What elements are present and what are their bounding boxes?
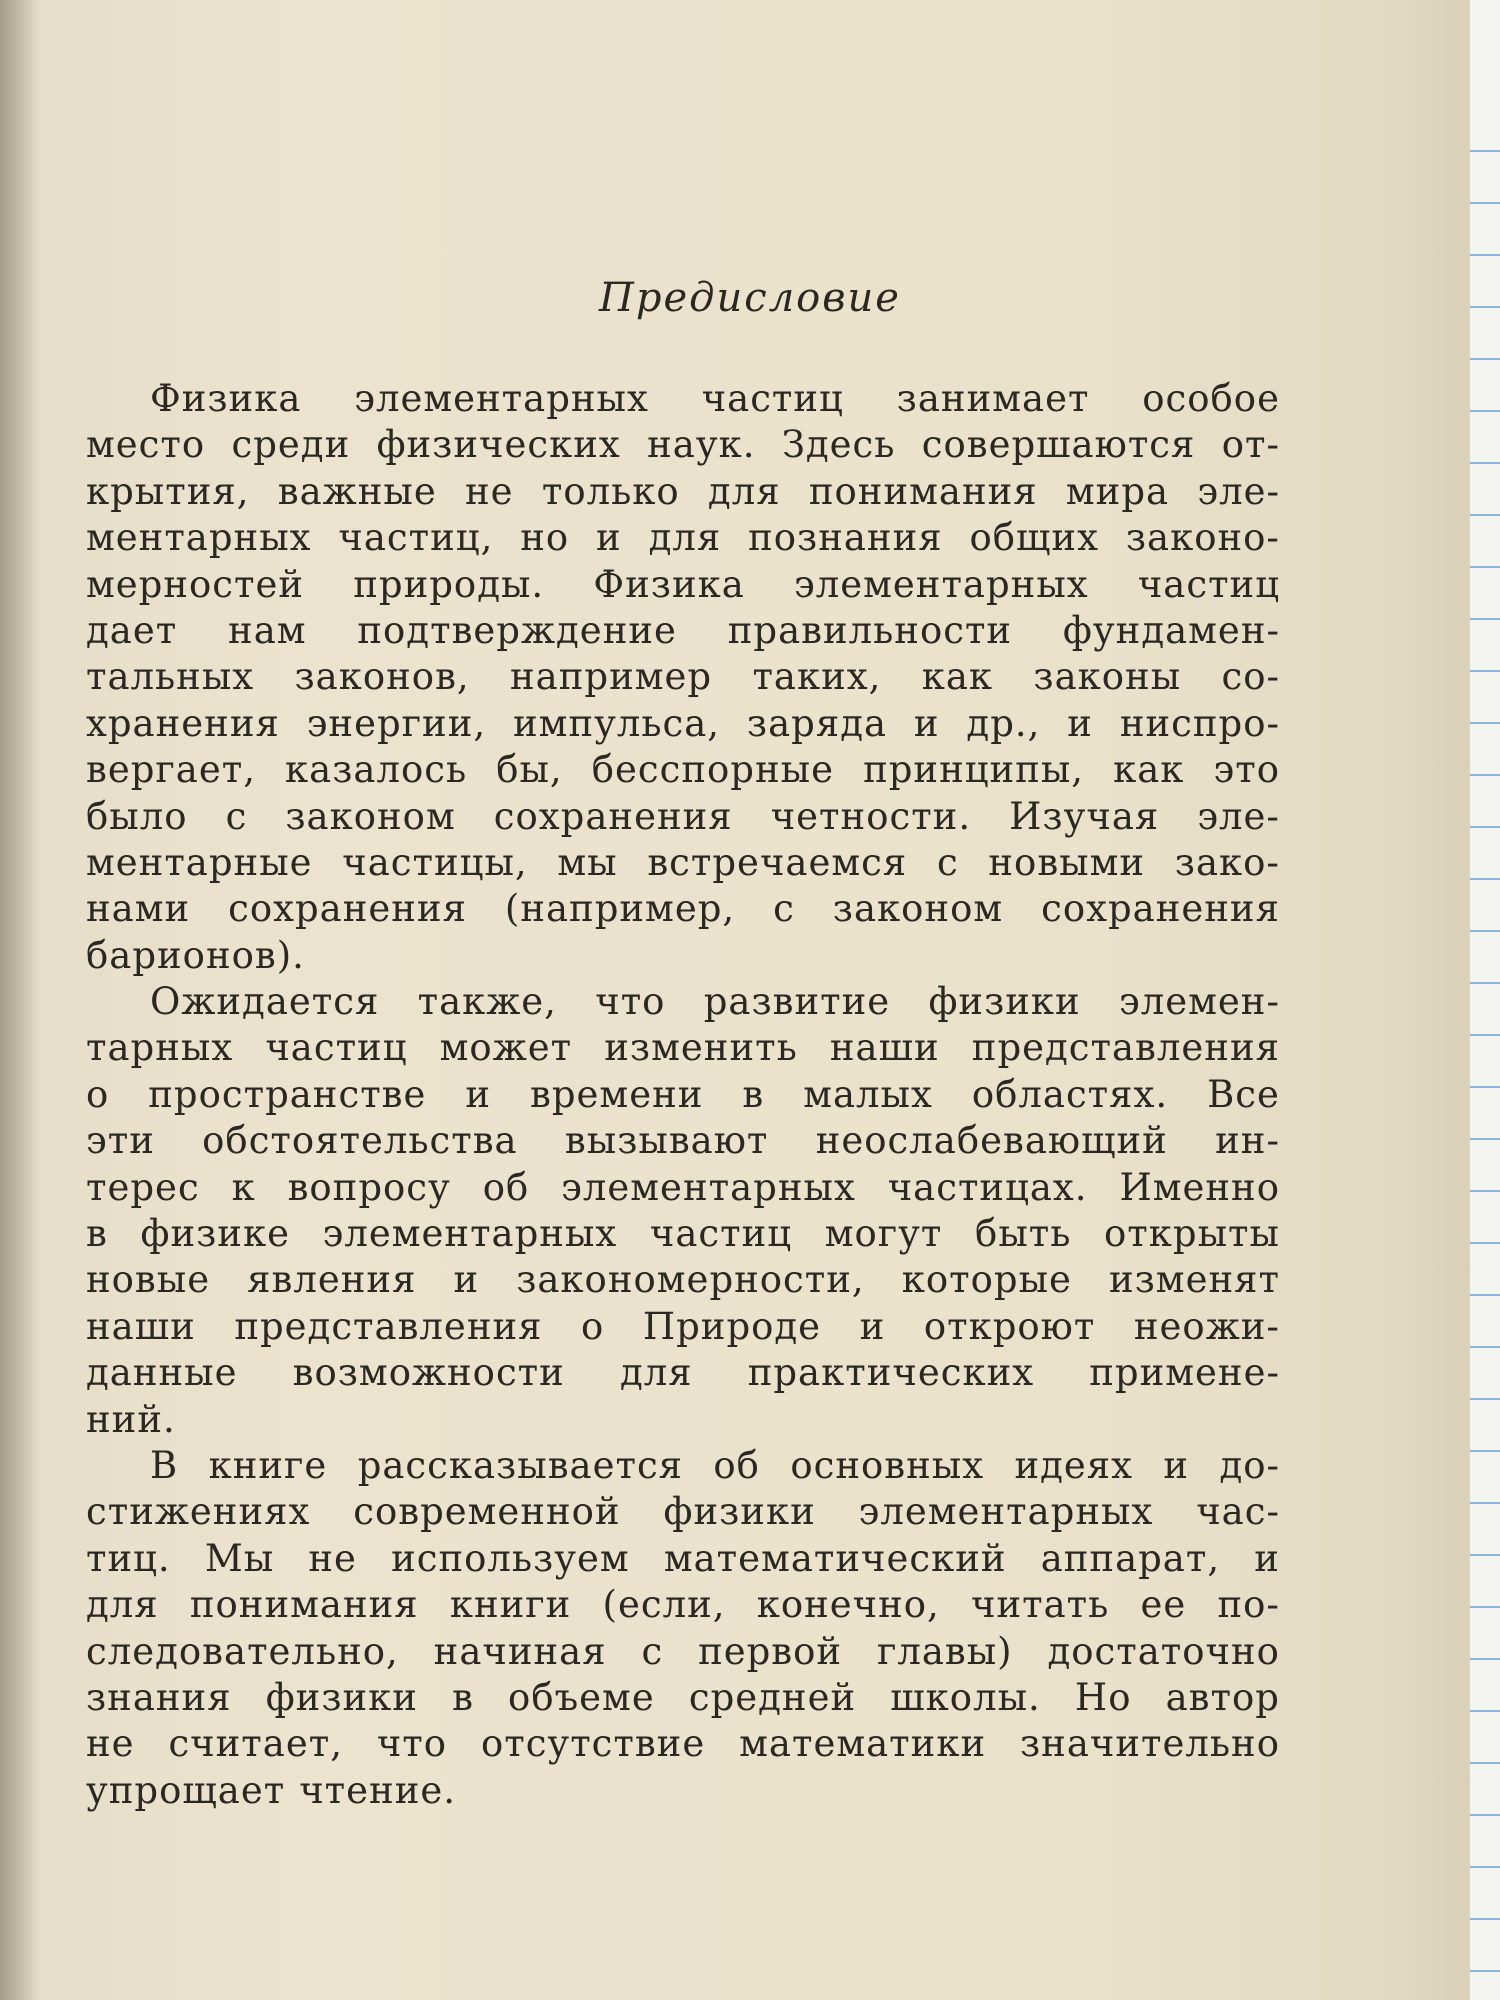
text-line: вергает, казалось бы, бесспорные принципы, как это — [86, 748, 1280, 792]
text-line: барионов). — [86, 933, 305, 977]
notebook-rule-line — [1470, 1398, 1500, 1400]
text-line: дает нам подтверждение правильности фундамен- — [86, 608, 1280, 652]
notebook-rule-line — [1470, 1346, 1500, 1348]
notebook-rule-line — [1470, 202, 1500, 204]
text-line: ний. — [86, 1397, 176, 1441]
text-line: В книге рассказывается об основных идеях и до- — [150, 1443, 1280, 1487]
text-line: стижениях современной физики элементарных час- — [86, 1490, 1280, 1534]
notebook-rule-line — [1470, 1658, 1500, 1660]
notebook-rule-line — [1470, 1970, 1500, 1972]
notebook-rule-line — [1470, 1502, 1500, 1504]
notebook-rule-line — [1470, 826, 1500, 828]
preface-text — [86, 376, 1280, 1814]
text-line: тальных законов, например таких, как законы со- — [86, 655, 1280, 699]
text-line: в физике элементарных частиц могут быть открыты — [86, 1212, 1280, 1256]
notebook-rule-line — [1470, 358, 1500, 360]
notebook-rule-line — [1470, 1554, 1500, 1556]
notebook-rule-line — [1470, 1762, 1500, 1764]
notebook-rule-line — [1470, 1450, 1500, 1452]
notebook-rule-line — [1470, 1710, 1500, 1712]
text-line: терес к вопросу об элементарных частицах. Именно — [86, 1165, 1280, 1209]
notebook-rule-line — [1470, 878, 1500, 880]
text-line: новые явления и закономерности, которые изменят — [86, 1258, 1280, 1302]
notebook-rule-line — [1470, 566, 1500, 568]
notebook-rule-line — [1470, 774, 1500, 776]
text-line: ментарные частицы, мы встречаемся с новыми зако- — [86, 840, 1280, 884]
text-line: нами сохранения (например, с законом сохранения — [86, 887, 1280, 931]
notebook-rule-line — [1470, 1138, 1500, 1140]
text-line: данные возможности для практических примене- — [86, 1351, 1280, 1395]
text-line: Ожидается также, что развитие физики элемен- — [150, 980, 1280, 1024]
notebook-rule-line — [1470, 1034, 1500, 1036]
notebook-rule-line — [1470, 1606, 1500, 1608]
notebook-rule-line — [1470, 982, 1500, 984]
notebook-rule-line — [1470, 514, 1500, 516]
notebook-rule-line — [1470, 462, 1500, 464]
text-line: тиц. Мы не используем математический аппарат, и — [86, 1536, 1280, 1580]
text-line: не считает, что отсутствие математики значительно — [86, 1722, 1280, 1766]
text-line: следовательно, начиная с первой главы) достаточно — [86, 1629, 1280, 1673]
text-line: наши представления о Природе и откроют неожи- — [86, 1304, 1280, 1348]
text-line: для понимания книги (если, конечно, читать ее по- — [86, 1583, 1280, 1627]
text-line: ментарных частиц, но и для познания общих законо- — [86, 516, 1280, 560]
notebook-rule-line — [1470, 150, 1500, 152]
notebook-rule-line — [1470, 1866, 1500, 1868]
notebook-rule-line — [1470, 254, 1500, 256]
notebook-rule-line — [1470, 1918, 1500, 1920]
notebook-rule-line — [1470, 722, 1500, 724]
notebook-rule-line — [1470, 670, 1500, 672]
notebook-rule-line — [1470, 1294, 1500, 1296]
page-title: Предисловие — [599, 275, 901, 321]
notebook-rule-line — [1470, 1814, 1500, 1816]
text-line: тарных частиц может изменить наши представления — [86, 1026, 1280, 1070]
text-line: эти обстоятельства вызывают неослабевающий ин- — [86, 1119, 1280, 1163]
notebook-rule-line — [1470, 1242, 1500, 1244]
text-line: упрощает чтение. — [86, 1768, 457, 1812]
notebook-rule-line — [1470, 618, 1500, 620]
text-line: Физика элементарных частиц занимает особое — [150, 377, 1280, 420]
notebook-rule-line — [1470, 930, 1500, 932]
notebook-rule-line — [1470, 410, 1500, 412]
text-line: хранения энергии, импульса, заряда и др., и ниспро- — [86, 701, 1280, 745]
text-line: было с законом сохранения четности. Изучая эле- — [86, 794, 1280, 838]
text-line: крытия, важные не только для понимания мира эле- — [86, 469, 1280, 513]
notebook-rule-line — [1470, 1190, 1500, 1192]
text-line: мерностей природы. Физика элементарных частиц — [86, 562, 1280, 606]
text-line: о пространстве и времени в малых областях. Все — [86, 1072, 1280, 1116]
notebook-rule-line — [1470, 1086, 1500, 1088]
text-line: знания физики в объеме средней школы. Но автор — [86, 1675, 1280, 1719]
text-line: место среди физических наук. Здесь совершаются от- — [86, 423, 1280, 467]
